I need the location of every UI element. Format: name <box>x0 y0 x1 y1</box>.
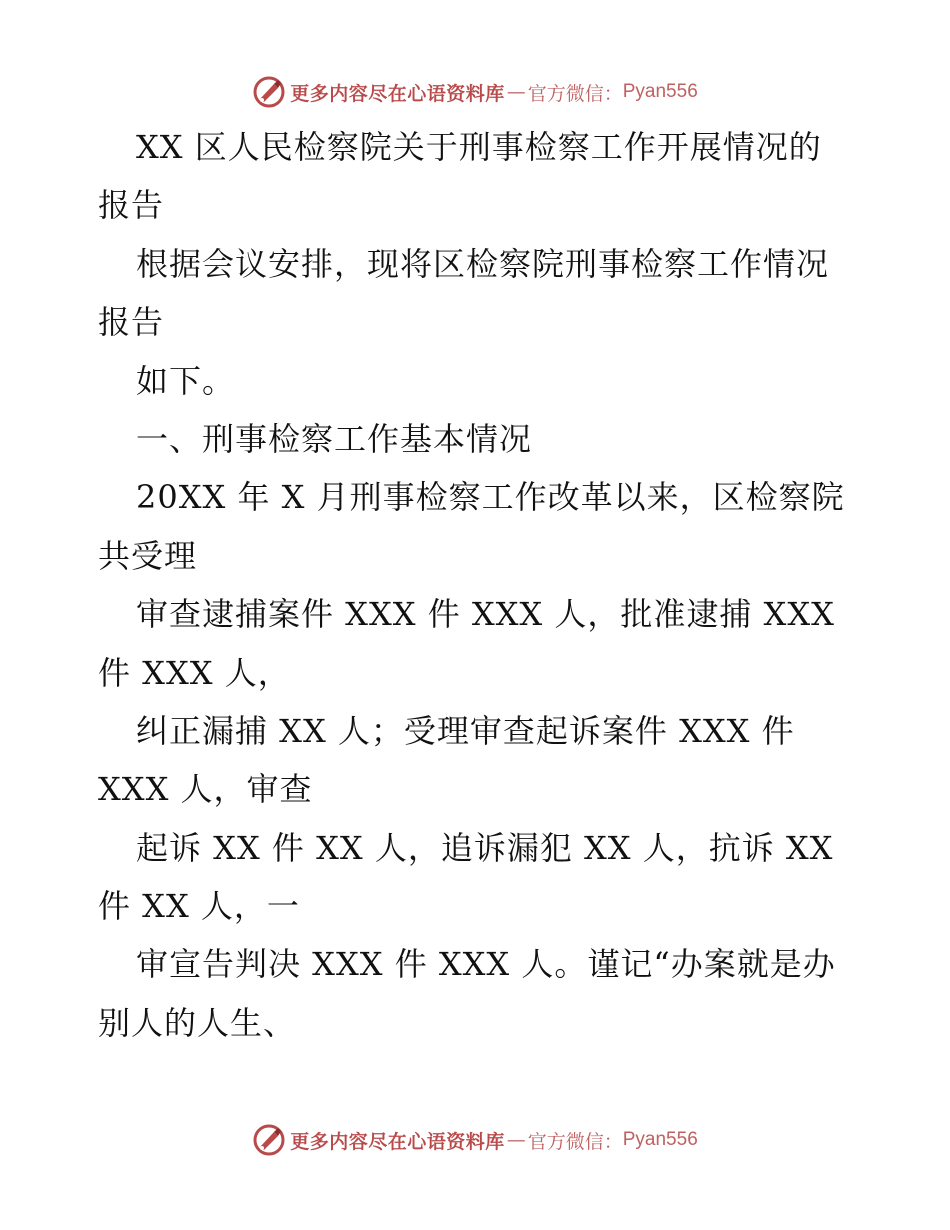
footer-banner <box>0 1120 950 1160</box>
paragraph-line: 纠正漏捕 XX 人；受理审查起诉案件 XXX 件 <box>136 711 795 750</box>
paragraph-line: 审查逮捕案件 XXX 件 XXX 人，批准逮捕 XXX <box>136 595 835 634</box>
paragraph-line: 审宣告判决 XXX 件 XXX 人。谨记“办案就是办 <box>136 945 836 984</box>
pen-logo-icon <box>252 75 286 109</box>
document-title-line-1: XX 区人民检察院关于刑事检察工作开展情况的 <box>136 128 822 166</box>
banner-separator: — <box>506 1129 526 1151</box>
banner-wechat-id: Pyan556 <box>622 1129 698 1150</box>
document-body <box>98 118 878 1052</box>
paragraph-line: 20XX 年 X 月刑事检察工作改革以来，区检察院 <box>136 478 845 517</box>
paragraph-line: 报告 <box>98 303 165 342</box>
banner-wechat-label: 官方微信： <box>527 82 623 105</box>
banner-wechat-label: 官方微信： <box>527 1130 623 1153</box>
banner-wechat-id: Pyan556 <box>622 81 698 102</box>
paragraph-line: 起诉 XX 件 XX 人，追诉漏犯 XX 人，抗诉 XX <box>136 828 834 867</box>
paragraph-line: 根据会议安排，现将区检察院刑事检察工作情况 <box>136 244 830 283</box>
paragraph-line: 件 XXX 人， <box>98 653 291 692</box>
banner-main-text: 更多内容尽在心语资料库 <box>290 1130 505 1153</box>
pen-logo-icon <box>252 1123 286 1157</box>
document-title-line-2: 报告 <box>98 186 165 225</box>
banner-main-text: 更多内容尽在心语资料库 <box>290 82 505 105</box>
banner-separator: — <box>506 81 526 103</box>
header-banner <box>0 72 950 112</box>
section-heading: 一、刑事检察工作基本情况 <box>136 419 533 458</box>
paragraph-line: 共受理 <box>98 536 198 575</box>
paragraph-line: 如下。 <box>136 361 236 400</box>
paragraph-line: 别人的人生、 <box>98 1003 297 1042</box>
paragraph-line: XXX 人，审查 <box>98 770 313 809</box>
paragraph-line: 件 XX 人，一 <box>98 887 300 926</box>
